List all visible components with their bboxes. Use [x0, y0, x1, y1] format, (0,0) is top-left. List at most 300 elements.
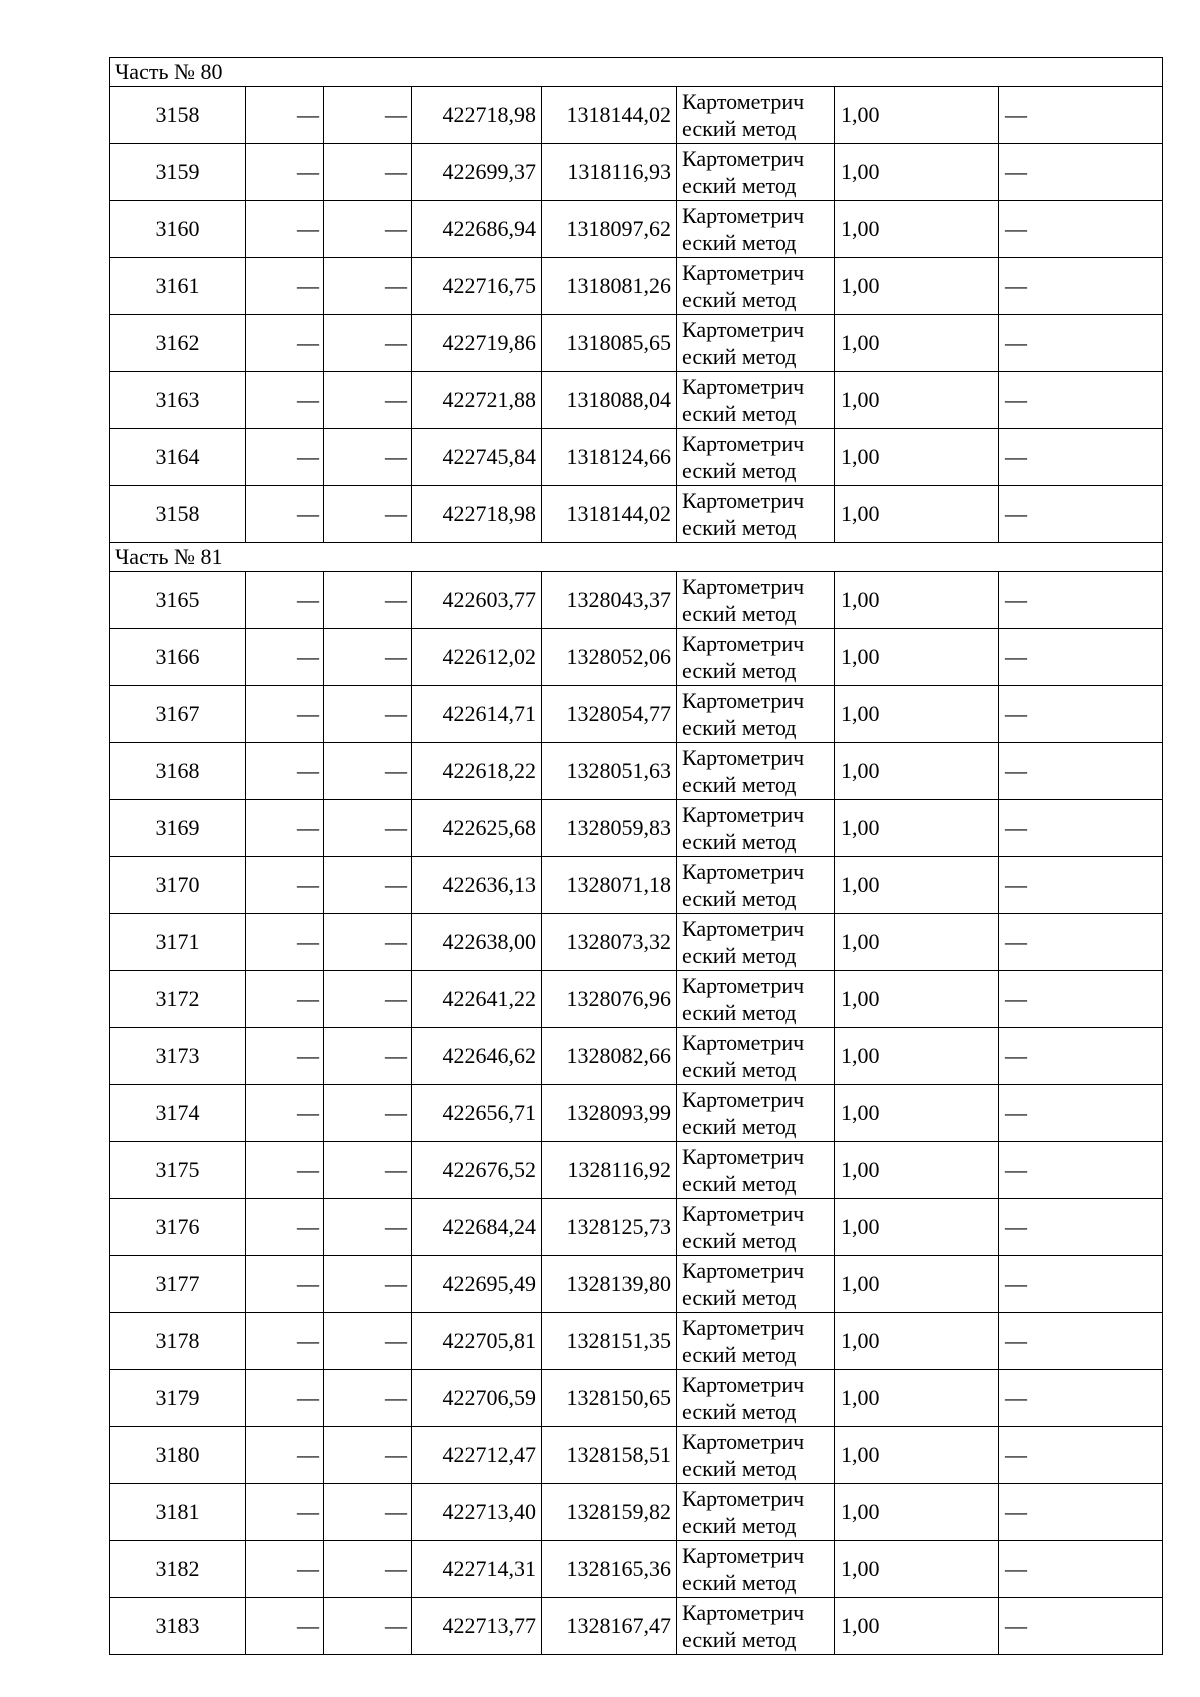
method-cell	[677, 372, 835, 429]
method-line-2: еский метод	[682, 829, 797, 854]
empty-dash-cell: —	[999, 1256, 1163, 1313]
method-line-1: Картометрич	[682, 1315, 805, 1340]
empty-dash-cell: —	[246, 1142, 324, 1199]
method-line-2: еский метод	[682, 116, 797, 141]
coordinate-x-cell: 422625,68	[412, 800, 542, 857]
method-line-2: еский метод	[682, 1000, 797, 1025]
coordinate-x-cell: 422695,49	[412, 1256, 542, 1313]
method-line-2: еский метод	[682, 344, 797, 369]
table-row	[110, 258, 1163, 315]
table-row	[110, 857, 1163, 914]
empty-dash-cell: —	[246, 87, 324, 144]
coordinate-y-cell: 1328167,47	[542, 1598, 677, 1655]
method-line-2: еский метод	[682, 1342, 797, 1367]
section-title: Часть № 80	[110, 58, 1163, 87]
coordinate-x-cell: 422684,24	[412, 1199, 542, 1256]
method-cell	[677, 87, 835, 144]
coordinate-y-cell: 1328125,73	[542, 1199, 677, 1256]
table-row	[110, 144, 1163, 201]
method-cell	[677, 1028, 835, 1085]
coordinate-y-cell: 1328093,99	[542, 1085, 677, 1142]
coordinate-y-cell: 1328165,36	[542, 1541, 677, 1598]
empty-dash-cell: —	[246, 572, 324, 629]
empty-dash-cell: —	[246, 1598, 324, 1655]
method-line-1: Картометрич	[682, 203, 805, 228]
method-line-2: еский метод	[682, 1171, 797, 1196]
method-line-1: Картометрич	[682, 631, 805, 656]
coordinate-x-cell: 422636,13	[412, 857, 542, 914]
coordinate-x-cell: 422618,22	[412, 743, 542, 800]
method-line-1: Картометрич	[682, 1600, 805, 1625]
coordinate-y-cell: 1318124,66	[542, 429, 677, 486]
empty-dash-cell: —	[999, 1484, 1163, 1541]
method-line-1: Картометрич	[682, 317, 805, 342]
empty-dash-cell: —	[246, 857, 324, 914]
method-cell	[677, 1484, 835, 1541]
accuracy-cell: 1,00	[835, 1427, 999, 1484]
empty-dash-cell: —	[999, 629, 1163, 686]
point-number-cell: 3180	[110, 1427, 246, 1484]
empty-dash-cell: —	[324, 1028, 412, 1085]
empty-dash-cell: —	[999, 429, 1163, 486]
coordinate-x-cell: 422714,31	[412, 1541, 542, 1598]
point-number-cell: 3161	[110, 258, 246, 315]
point-number-cell: 3159	[110, 144, 246, 201]
coordinate-x-cell: 422686,94	[412, 201, 542, 258]
coordinate-x-cell: 422638,00	[412, 914, 542, 971]
method-line-2: еский метод	[682, 1057, 797, 1082]
empty-dash-cell: —	[999, 914, 1163, 971]
accuracy-cell: 1,00	[835, 1142, 999, 1199]
coordinate-x-cell: 422718,98	[412, 87, 542, 144]
empty-dash-cell: —	[999, 1142, 1163, 1199]
empty-dash-cell: —	[246, 686, 324, 743]
coordinate-y-cell: 1328052,06	[542, 629, 677, 686]
empty-dash-cell: —	[999, 1199, 1163, 1256]
empty-dash-cell: —	[246, 743, 324, 800]
empty-dash-cell: —	[246, 914, 324, 971]
empty-dash-cell: —	[324, 1142, 412, 1199]
point-number-cell: 3179	[110, 1370, 246, 1427]
coordinate-y-cell: 1318144,02	[542, 87, 677, 144]
table-row	[110, 1085, 1163, 1142]
method-cell	[677, 315, 835, 372]
table-row	[110, 201, 1163, 258]
accuracy-cell: 1,00	[835, 800, 999, 857]
empty-dash-cell: —	[246, 1085, 324, 1142]
coordinate-y-cell: 1328054,77	[542, 686, 677, 743]
table-row	[110, 1427, 1163, 1484]
empty-dash-cell: —	[324, 1427, 412, 1484]
coordinate-y-cell: 1328043,37	[542, 572, 677, 629]
empty-dash-cell: —	[246, 1484, 324, 1541]
table-row	[110, 315, 1163, 372]
empty-dash-cell: —	[999, 686, 1163, 743]
point-number-cell: 3175	[110, 1142, 246, 1199]
method-line-2: еский метод	[682, 173, 797, 198]
empty-dash-cell: —	[324, 315, 412, 372]
table-row	[110, 800, 1163, 857]
accuracy-cell: 1,00	[835, 1085, 999, 1142]
method-line-1: Картометрич	[682, 1429, 805, 1454]
empty-dash-cell: —	[246, 486, 324, 543]
method-cell	[677, 857, 835, 914]
empty-dash-cell: —	[324, 1313, 412, 1370]
table-row	[110, 372, 1163, 429]
accuracy-cell: 1,00	[835, 914, 999, 971]
accuracy-cell: 1,00	[835, 1598, 999, 1655]
accuracy-cell: 1,00	[835, 1028, 999, 1085]
empty-dash-cell: —	[999, 572, 1163, 629]
coordinate-y-cell: 1328158,51	[542, 1427, 677, 1484]
empty-dash-cell: —	[324, 857, 412, 914]
empty-dash-cell: —	[999, 1313, 1163, 1370]
table-row	[110, 1598, 1163, 1655]
method-line-1: Картометрич	[682, 1258, 805, 1283]
empty-dash-cell: —	[324, 800, 412, 857]
method-line-2: еский метод	[682, 1456, 797, 1481]
coordinate-x-cell: 422718,98	[412, 486, 542, 543]
method-line-2: еский метод	[682, 515, 797, 540]
method-cell	[677, 1085, 835, 1142]
coordinate-x-cell: 422641,22	[412, 971, 542, 1028]
empty-dash-cell: —	[246, 1313, 324, 1370]
empty-dash-cell: —	[246, 315, 324, 372]
empty-dash-cell: —	[324, 144, 412, 201]
method-line-1: Картометрич	[682, 574, 805, 599]
method-line-2: еский метод	[682, 886, 797, 911]
point-number-cell: 3176	[110, 1199, 246, 1256]
method-line-1: Картометрич	[682, 802, 805, 827]
point-number-cell: 3171	[110, 914, 246, 971]
table-row	[110, 1142, 1163, 1199]
coordinate-y-cell: 1328076,96	[542, 971, 677, 1028]
coordinate-x-cell: 422603,77	[412, 572, 542, 629]
empty-dash-cell: —	[999, 971, 1163, 1028]
table-row	[110, 486, 1163, 543]
coordinate-y-cell: 1318088,04	[542, 372, 677, 429]
table-row	[110, 572, 1163, 629]
coordinate-y-cell: 1328150,65	[542, 1370, 677, 1427]
empty-dash-cell: —	[324, 372, 412, 429]
method-line-2: еский метод	[682, 658, 797, 683]
method-line-1: Картометрич	[682, 1030, 805, 1055]
method-cell	[677, 1199, 835, 1256]
empty-dash-cell: —	[999, 315, 1163, 372]
coordinate-x-cell: 422719,86	[412, 315, 542, 372]
accuracy-cell: 1,00	[835, 857, 999, 914]
method-line-1: Картометрич	[682, 374, 805, 399]
method-line-1: Картометрич	[682, 1543, 805, 1568]
document-page	[109, 57, 1162, 1655]
empty-dash-cell: —	[999, 857, 1163, 914]
accuracy-cell: 1,00	[835, 201, 999, 258]
empty-dash-cell: —	[246, 1256, 324, 1313]
point-number-cell: 3166	[110, 629, 246, 686]
method-cell	[677, 572, 835, 629]
method-cell	[677, 1427, 835, 1484]
method-line-1: Картометрич	[682, 431, 805, 456]
empty-dash-cell: —	[999, 1370, 1163, 1427]
coordinate-y-cell: 1318144,02	[542, 486, 677, 543]
coordinate-y-cell: 1328073,32	[542, 914, 677, 971]
empty-dash-cell: —	[324, 1598, 412, 1655]
table-row	[110, 1028, 1163, 1085]
empty-dash-cell: —	[324, 914, 412, 971]
empty-dash-cell: —	[999, 1028, 1163, 1085]
method-cell	[677, 971, 835, 1028]
table-row	[110, 629, 1163, 686]
empty-dash-cell: —	[999, 201, 1163, 258]
accuracy-cell: 1,00	[835, 1484, 999, 1541]
empty-dash-cell: —	[324, 201, 412, 258]
point-number-cell: 3162	[110, 315, 246, 372]
empty-dash-cell: —	[246, 629, 324, 686]
table-row	[110, 914, 1163, 971]
method-line-2: еский метод	[682, 1513, 797, 1538]
coordinate-y-cell: 1328159,82	[542, 1484, 677, 1541]
coordinate-y-cell: 1318116,93	[542, 144, 677, 201]
empty-dash-cell: —	[246, 201, 324, 258]
empty-dash-cell: —	[999, 486, 1163, 543]
section-title: Часть № 81	[110, 543, 1163, 572]
method-cell	[677, 429, 835, 486]
empty-dash-cell: —	[999, 87, 1163, 144]
coordinate-x-cell: 422713,40	[412, 1484, 542, 1541]
method-line-2: еский метод	[682, 287, 797, 312]
method-line-2: еский метод	[682, 458, 797, 483]
method-line-2: еский метод	[682, 1570, 797, 1595]
empty-dash-cell: —	[246, 1199, 324, 1256]
method-cell	[677, 486, 835, 543]
point-number-cell: 3183	[110, 1598, 246, 1655]
method-cell	[677, 914, 835, 971]
coordinate-y-cell: 1328051,63	[542, 743, 677, 800]
table-row	[110, 743, 1163, 800]
empty-dash-cell: —	[999, 258, 1163, 315]
coordinate-y-cell: 1328059,83	[542, 800, 677, 857]
empty-dash-cell: —	[324, 258, 412, 315]
method-line-1: Картометрич	[682, 1372, 805, 1397]
method-line-1: Картометрич	[682, 260, 805, 285]
accuracy-cell: 1,00	[835, 1313, 999, 1370]
empty-dash-cell: —	[324, 1541, 412, 1598]
method-line-2: еский метод	[682, 601, 797, 626]
point-number-cell: 3167	[110, 686, 246, 743]
accuracy-cell: 1,00	[835, 372, 999, 429]
table-row	[110, 1313, 1163, 1370]
empty-dash-cell: —	[324, 87, 412, 144]
table-row	[110, 87, 1163, 144]
empty-dash-cell: —	[324, 1370, 412, 1427]
empty-dash-cell: —	[324, 1484, 412, 1541]
method-line-2: еский метод	[682, 401, 797, 426]
empty-dash-cell: —	[999, 1541, 1163, 1598]
coordinate-x-cell: 422612,02	[412, 629, 542, 686]
point-number-cell: 3177	[110, 1256, 246, 1313]
method-line-2: еский метод	[682, 1228, 797, 1253]
accuracy-cell: 1,00	[835, 572, 999, 629]
coordinate-y-cell: 1318085,65	[542, 315, 677, 372]
method-cell	[677, 1598, 835, 1655]
empty-dash-cell: —	[246, 1370, 324, 1427]
point-number-cell: 3181	[110, 1484, 246, 1541]
empty-dash-cell: —	[246, 144, 324, 201]
coordinate-x-cell: 422745,84	[412, 429, 542, 486]
accuracy-cell: 1,00	[835, 258, 999, 315]
coordinates-table	[109, 57, 1163, 1655]
empty-dash-cell: —	[999, 800, 1163, 857]
method-cell	[677, 1256, 835, 1313]
method-line-2: еский метод	[682, 772, 797, 797]
table-row	[110, 1199, 1163, 1256]
table-row	[110, 686, 1163, 743]
empty-dash-cell: —	[246, 971, 324, 1028]
empty-dash-cell: —	[999, 144, 1163, 201]
empty-dash-cell: —	[999, 1427, 1163, 1484]
empty-dash-cell: —	[324, 629, 412, 686]
empty-dash-cell: —	[324, 1256, 412, 1313]
accuracy-cell: 1,00	[835, 1541, 999, 1598]
accuracy-cell: 1,00	[835, 686, 999, 743]
table-row	[110, 1484, 1163, 1541]
coordinate-y-cell: 1328071,18	[542, 857, 677, 914]
method-line-1: Картометрич	[682, 89, 805, 114]
coordinate-x-cell: 422712,47	[412, 1427, 542, 1484]
coordinate-x-cell: 422706,59	[412, 1370, 542, 1427]
table-body	[110, 58, 1163, 1655]
empty-dash-cell: —	[246, 800, 324, 857]
empty-dash-cell: —	[324, 743, 412, 800]
method-line-2: еский метод	[682, 1114, 797, 1139]
accuracy-cell: 1,00	[835, 1199, 999, 1256]
method-cell	[677, 144, 835, 201]
point-number-cell: 3158	[110, 486, 246, 543]
method-cell	[677, 201, 835, 258]
coordinate-x-cell: 422721,88	[412, 372, 542, 429]
coordinate-y-cell: 1318081,26	[542, 258, 677, 315]
table-row	[110, 429, 1163, 486]
method-line-2: еский метод	[682, 1627, 797, 1652]
method-cell	[677, 1541, 835, 1598]
method-cell	[677, 686, 835, 743]
method-line-1: Картометрич	[682, 859, 805, 884]
table-row	[110, 971, 1163, 1028]
method-line-2: еский метод	[682, 943, 797, 968]
accuracy-cell: 1,00	[835, 87, 999, 144]
point-number-cell: 3173	[110, 1028, 246, 1085]
empty-dash-cell: —	[324, 1199, 412, 1256]
method-cell	[677, 629, 835, 686]
method-line-2: еский метод	[682, 1285, 797, 1310]
accuracy-cell: 1,00	[835, 629, 999, 686]
point-number-cell: 3170	[110, 857, 246, 914]
method-line-1: Картометрич	[682, 1486, 805, 1511]
point-number-cell: 3178	[110, 1313, 246, 1370]
coordinate-x-cell: 422676,52	[412, 1142, 542, 1199]
table-row	[110, 1370, 1163, 1427]
point-number-cell: 3169	[110, 800, 246, 857]
accuracy-cell: 1,00	[835, 486, 999, 543]
empty-dash-cell: —	[324, 429, 412, 486]
point-number-cell: 3172	[110, 971, 246, 1028]
point-number-cell: 3165	[110, 572, 246, 629]
point-number-cell: 3160	[110, 201, 246, 258]
empty-dash-cell: —	[324, 971, 412, 1028]
point-number-cell: 3163	[110, 372, 246, 429]
empty-dash-cell: —	[246, 1028, 324, 1085]
point-number-cell: 3158	[110, 87, 246, 144]
point-number-cell: 3164	[110, 429, 246, 486]
empty-dash-cell: —	[246, 1427, 324, 1484]
empty-dash-cell: —	[999, 743, 1163, 800]
section-header-row	[110, 543, 1163, 572]
empty-dash-cell: —	[999, 372, 1163, 429]
empty-dash-cell: —	[999, 1598, 1163, 1655]
method-line-1: Картометрич	[682, 1087, 805, 1112]
coordinate-x-cell: 422705,81	[412, 1313, 542, 1370]
table-row	[110, 1541, 1163, 1598]
accuracy-cell: 1,00	[835, 1370, 999, 1427]
empty-dash-cell: —	[246, 1541, 324, 1598]
method-cell	[677, 743, 835, 800]
method-line-2: еский метод	[682, 230, 797, 255]
empty-dash-cell: —	[246, 429, 324, 486]
coordinate-x-cell: 422646,62	[412, 1028, 542, 1085]
accuracy-cell: 1,00	[835, 429, 999, 486]
accuracy-cell: 1,00	[835, 315, 999, 372]
coordinate-y-cell: 1328151,35	[542, 1313, 677, 1370]
empty-dash-cell: —	[324, 486, 412, 543]
method-line-1: Картометрич	[682, 688, 805, 713]
coordinate-y-cell: 1318097,62	[542, 201, 677, 258]
method-cell	[677, 258, 835, 315]
point-number-cell: 3168	[110, 743, 246, 800]
accuracy-cell: 1,00	[835, 144, 999, 201]
coordinate-x-cell: 422699,37	[412, 144, 542, 201]
coordinate-x-cell: 422614,71	[412, 686, 542, 743]
method-line-1: Картометрич	[682, 973, 805, 998]
method-cell	[677, 1142, 835, 1199]
coordinate-y-cell: 1328139,80	[542, 1256, 677, 1313]
method-line-1: Картометрич	[682, 488, 805, 513]
method-line-1: Картометрич	[682, 745, 805, 770]
method-cell	[677, 800, 835, 857]
empty-dash-cell: —	[246, 372, 324, 429]
method-line-1: Картометрич	[682, 916, 805, 941]
accuracy-cell: 1,00	[835, 971, 999, 1028]
accuracy-cell: 1,00	[835, 743, 999, 800]
method-line-1: Картометрич	[682, 146, 805, 171]
empty-dash-cell: —	[246, 258, 324, 315]
empty-dash-cell: —	[324, 572, 412, 629]
coordinate-y-cell: 1328116,92	[542, 1142, 677, 1199]
method-line-1: Картометрич	[682, 1144, 805, 1169]
method-line-2: еский метод	[682, 715, 797, 740]
coordinate-y-cell: 1328082,66	[542, 1028, 677, 1085]
method-line-1: Картометрич	[682, 1201, 805, 1226]
method-cell	[677, 1313, 835, 1370]
table-row	[110, 1256, 1163, 1313]
method-cell	[677, 1370, 835, 1427]
coordinate-x-cell: 422713,77	[412, 1598, 542, 1655]
coordinate-x-cell: 422716,75	[412, 258, 542, 315]
empty-dash-cell: —	[999, 1085, 1163, 1142]
empty-dash-cell: —	[324, 1085, 412, 1142]
point-number-cell: 3174	[110, 1085, 246, 1142]
point-number-cell: 3182	[110, 1541, 246, 1598]
empty-dash-cell: —	[324, 686, 412, 743]
